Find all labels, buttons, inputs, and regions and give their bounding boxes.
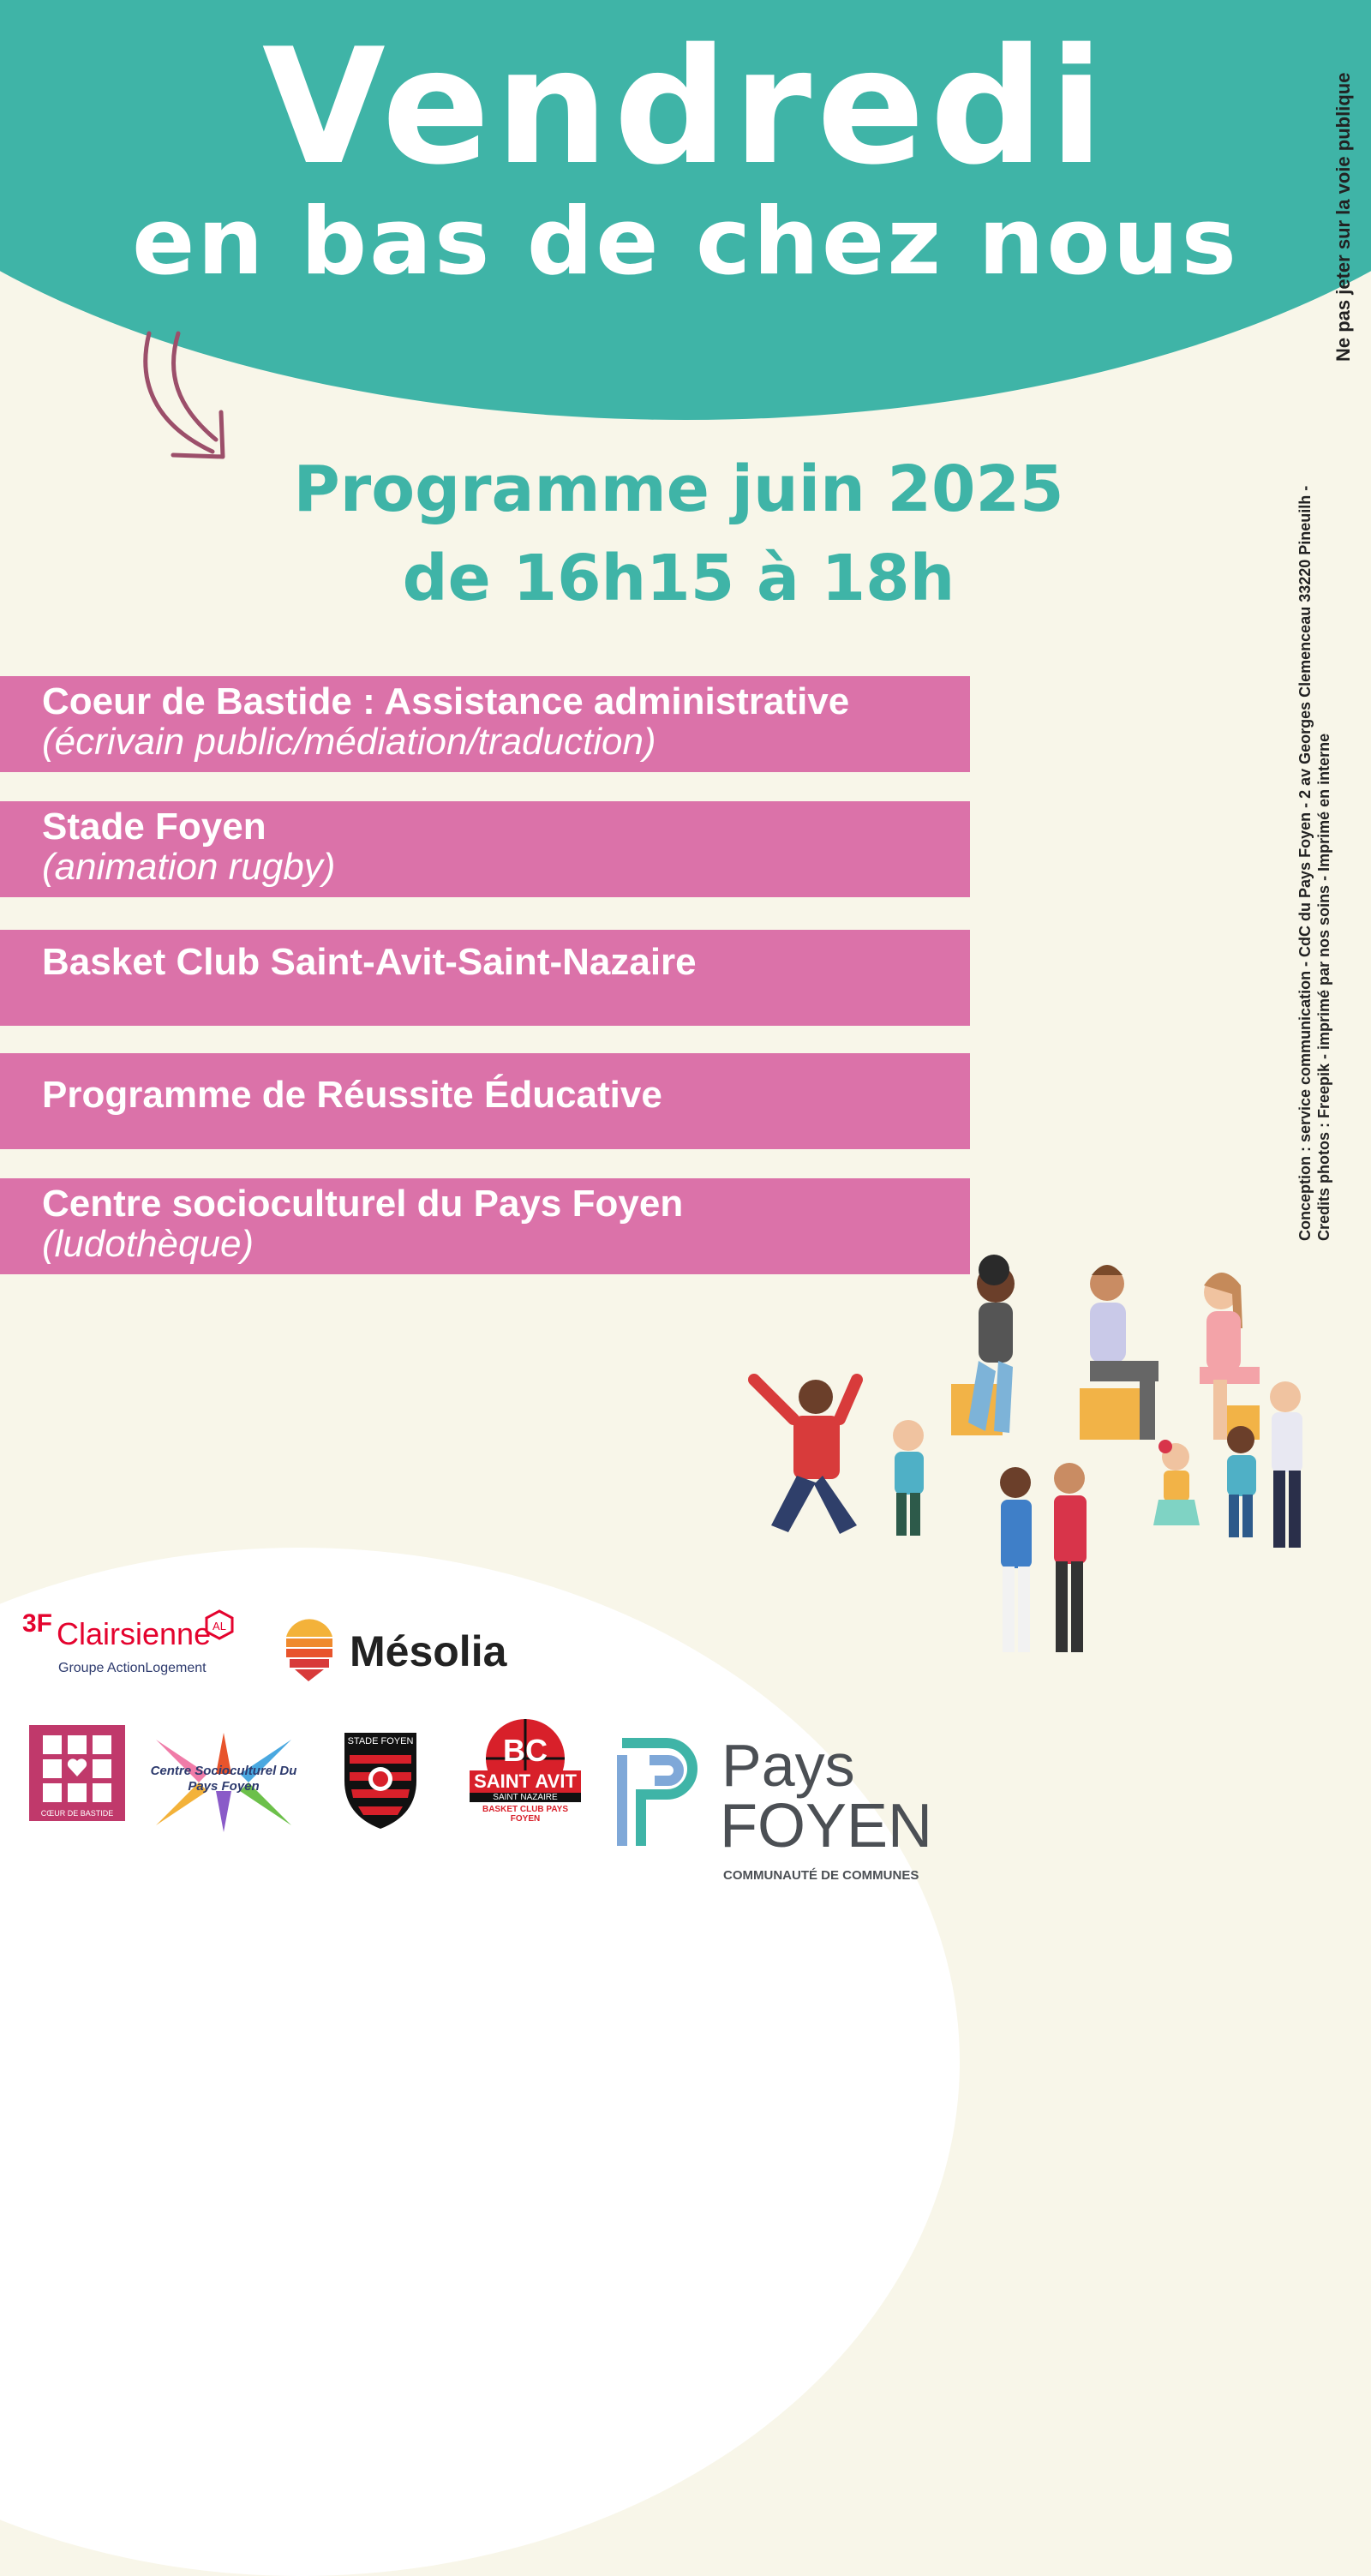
centre-socioculturel-logo bbox=[147, 1731, 300, 1834]
pays-foyen-logo bbox=[615, 1732, 933, 1889]
pays-foyen-foyen: FOYEN bbox=[720, 1792, 933, 1860]
basket-club-full-name: BASKET CLUB PAYS FOYEN bbox=[482, 1805, 568, 1824]
credits-line-2: Credits photos : Freepik - imprimé par nos soins - Imprimé en interne bbox=[1315, 733, 1332, 1241]
pays-foyen-mark-icon bbox=[615, 1734, 701, 1854]
mesolia-name: Mésolia bbox=[350, 1627, 507, 1675]
activity-band-reussite-educative bbox=[0, 1053, 970, 1149]
mesolia-sun-icon bbox=[283, 1611, 336, 1683]
stade-foyen-logo bbox=[341, 1729, 420, 1830]
activity-subtitle: (ludothèque) bbox=[42, 1223, 254, 1265]
basket-club-logo bbox=[470, 1716, 581, 1822]
activity-title: Programme de Réussite Éducative bbox=[42, 1074, 662, 1116]
basket-club-sub: SAINT NAZAIRE bbox=[470, 1793, 581, 1802]
activity-band-basket-club bbox=[0, 930, 970, 1026]
svg-text:AL: AL bbox=[213, 1620, 226, 1632]
credits-line-1: Conception : service communication - CdC du Pays Foyen - 2 av Georges Clemenceau 33220 Pineuilh - bbox=[1296, 485, 1314, 1241]
page-title: Vendredi bbox=[261, 14, 1110, 200]
coeur-de-bastide-name: CŒUR DE BASTIDE bbox=[40, 1809, 114, 1818]
activity-band-stade-foyen bbox=[0, 801, 970, 897]
activity-title: Coeur de Bastide : Assistance administrative bbox=[42, 680, 850, 722]
clairsienne-group: Groupe ActionLogement bbox=[58, 1661, 207, 1675]
coeur-de-bastide-grid-icon bbox=[29, 1725, 125, 1804]
activity-subtitle: (écrivain public/médiation/traduction) bbox=[42, 721, 656, 763]
activity-title: Centre socioculturel du Pays Foyen bbox=[42, 1183, 684, 1225]
activity-subtitle: (animation rugby) bbox=[42, 846, 336, 888]
programme-hours: de 16h15 à 18h bbox=[402, 542, 955, 615]
stade-foyen-name: STADE FOYEN bbox=[347, 1736, 414, 1746]
clairsienne-prefix: 3F bbox=[22, 1609, 53, 1638]
centre-socioculturel-name: Centre Socioculturel Du Pays Foyen bbox=[150, 1764, 297, 1794]
page-subtitle: en bas de chez nous bbox=[132, 189, 1239, 296]
credits-block bbox=[1296, 410, 1352, 1241]
people-illustration bbox=[737, 1251, 1345, 1697]
arrow-icon bbox=[137, 330, 231, 467]
activity-band-coeur-de-bastide bbox=[0, 676, 970, 772]
mesolia-logo bbox=[283, 1611, 540, 1688]
clairsienne-logo bbox=[22, 1609, 236, 1678]
activity-title: Stade Foyen bbox=[42, 806, 266, 848]
clairsienne-badge-icon bbox=[204, 1609, 235, 1640]
clairsienne-name: Clairsienne bbox=[57, 1616, 212, 1651]
activity-title: Basket Club Saint-Avit-Saint-Nazaire bbox=[42, 941, 697, 983]
basket-club-letters: BC bbox=[503, 1733, 548, 1768]
coeur-de-bastide-logo bbox=[29, 1725, 125, 1821]
footer-area bbox=[0, 1548, 960, 2576]
side-note: Ne pas jeter sur la voie publique bbox=[1332, 72, 1354, 362]
pays-foyen-pays: Pays bbox=[721, 1732, 855, 1799]
programme-heading: Programme juin 2025 bbox=[293, 452, 1064, 526]
basket-club-name: SAINT AVIT bbox=[470, 1770, 581, 1793]
pays-foyen-communaute: COMMUNAUTÉ DE COMMUNES bbox=[723, 1868, 919, 1883]
